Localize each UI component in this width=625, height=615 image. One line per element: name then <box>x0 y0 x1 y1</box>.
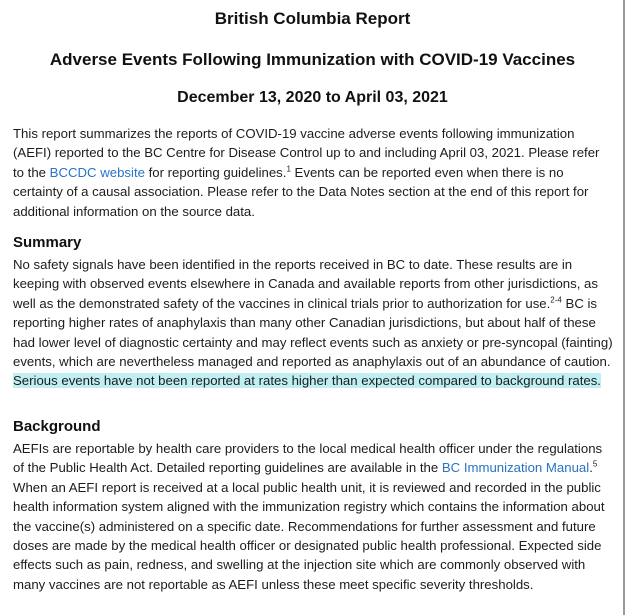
intro-text-3: Events can be reported even when there is no certainty of a causal association. Please refer to the Data Notes section at the end of this report for additional information on the source data. <box>13 164 589 219</box>
background-text-3: When an AEFI report is received at a local public health unit, it is reviewed and recorded in the public health information system aligned with the immunization registry which contains the information about the vaccine(s) administered on a specific date. Recommendations for further assessment and future doses are made by the medical health officer or designated public health professional. Expected side effects such as pain, redness, and swelling at the injection site which are commonly observed with many vaccines are not reportable as AEFI unless these meet specific severity thresholds. <box>13 479 605 592</box>
background-heading: Background <box>13 418 101 435</box>
background-text-2: . <box>589 460 593 476</box>
intro-paragraph <box>13 124 613 221</box>
background-text-1: AEFIs are reportable by health care providers to the local medical health officer under the regulations of the Public Health Act. Detailed reporting guidelines are available in the <box>13 441 603 476</box>
bccdc-website-link[interactable]: BCCDC website <box>49 164 145 180</box>
report-title: British Columbia Report <box>214 9 411 28</box>
summary-text-1: No safety signals have been identified in the reports received in BC to date. These results are in keeping with observed events elsewhere in Canada and available reports from other jurisdictions, as well as the demonstrated safety of the vaccines in clinical trials prior to authorization for use. <box>13 257 598 311</box>
footnote-ref-1: 1 <box>286 164 291 174</box>
highlighted-sentence: Serious events have not been reported at rates higher than expected compared to background rates. <box>13 373 601 389</box>
report-date-range: December 13, 2020 to April 03, 2021 <box>177 89 448 106</box>
summary-text-2: BC is reporting higher rates of anaphylaxis than many other Canadian jurisdictions, but about half of these had lower level of diagnostic certainty and may reflect events such as anxiety or pre-syncopal (fainting) events, which are nevertheless managed and reported as anaphylaxis out of an abundance of caution. <box>13 295 613 370</box>
intro-text-2: for reporting guidelines. <box>144 164 287 180</box>
footnote-ref-2-4: 2-4 <box>550 295 562 305</box>
intro-text-1: This report summarizes the reports of COVID-19 vaccine adverse events following immunization (AEFI) reported to the BC Centre for Disease Control up to and including April 03, 2021. Please refer to the <box>13 126 600 180</box>
footnote-ref-5: 5 <box>592 460 598 470</box>
report-subtitle: Adverse Events Following Immunization with COVID-19 Vaccines <box>49 50 576 69</box>
background-paragraph <box>13 439 613 594</box>
bc-immunization-manual-link[interactable]: BC Immunization Manual <box>441 460 590 476</box>
summary-heading: Summary <box>13 234 82 251</box>
summary-paragraph <box>13 255 613 391</box>
